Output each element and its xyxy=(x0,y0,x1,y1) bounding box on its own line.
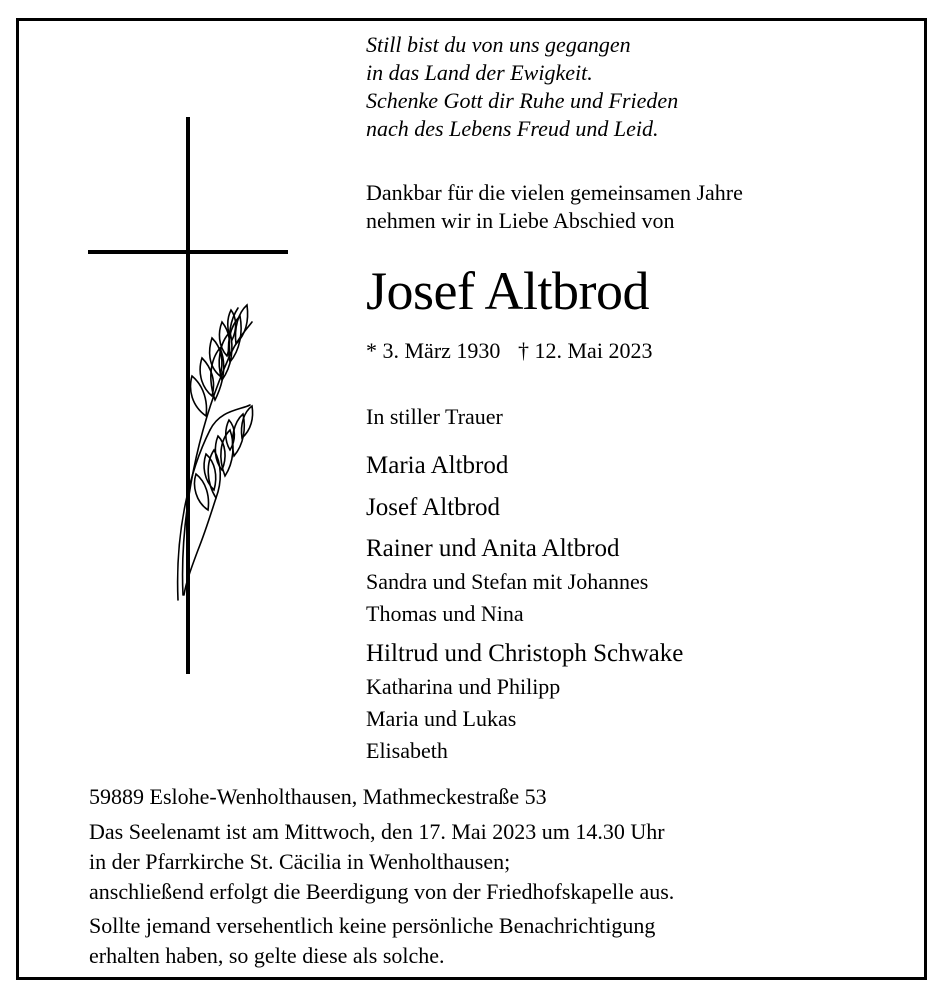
family-member-3-child-1: Sandra und Stefan mit Johannes xyxy=(366,569,649,594)
poem-line-1: Still bist du von uns gegangen xyxy=(366,32,631,57)
service-line-3: anschließend erfolgt die Beerdigung von der Friedhofskapelle aus. xyxy=(89,879,675,904)
address: 59889 Eslohe-Wenholthausen, Mathmeckestraße 53 xyxy=(89,784,547,809)
service-line-2: in der Pfarrkirche St. Cäcilia in Wenholthausen; xyxy=(89,849,511,874)
family-member-1: Maria Altbrod xyxy=(366,452,509,479)
family-member-3-child-2: Thomas und Nina xyxy=(366,601,524,626)
family-member-3: Rainer und Anita Altbrod xyxy=(366,535,620,562)
family-member-2: Josef Altbrod xyxy=(366,494,501,521)
poem-line-3: Schenke Gott dir Ruhe und Frieden xyxy=(366,88,679,113)
family-member-4: Hiltrud und Christoph Schwake xyxy=(366,640,684,667)
family-member-4-child-1: Katharina und Philipp xyxy=(366,674,561,699)
deceased-name: Josef Altbrod xyxy=(366,261,649,321)
intro-line-1: Dankbar für die vielen gemeinsamen Jahre xyxy=(366,180,743,205)
intro-line-2: nehmen wir in Liebe Abschied von xyxy=(366,208,675,233)
notice-line-2: erhalten haben, so gelte diese als solche. xyxy=(89,943,445,968)
family-member-4-child-3: Elisabeth xyxy=(366,738,448,763)
cross-icon xyxy=(80,110,290,680)
poem-line-2: in das Land der Ewigkeit. xyxy=(366,60,593,85)
notice-line-1: Sollte jemand versehentlich keine persönliche Benachrichtigung xyxy=(89,913,656,938)
birth-date: * 3. März 1930 xyxy=(366,338,501,363)
poem-line-4: nach des Lebens Freud und Leid. xyxy=(366,116,659,141)
death-date: † 12. Mai 2023 xyxy=(518,338,653,363)
mourning-label: In stiller Trauer xyxy=(366,404,503,429)
family-member-4-child-2: Maria und Lukas xyxy=(366,706,517,731)
cross-icon xyxy=(88,117,288,674)
service-line-1: Das Seelenamt ist am Mittwoch, den 17. Mai 2023 um 14.30 Uhr xyxy=(89,819,665,844)
